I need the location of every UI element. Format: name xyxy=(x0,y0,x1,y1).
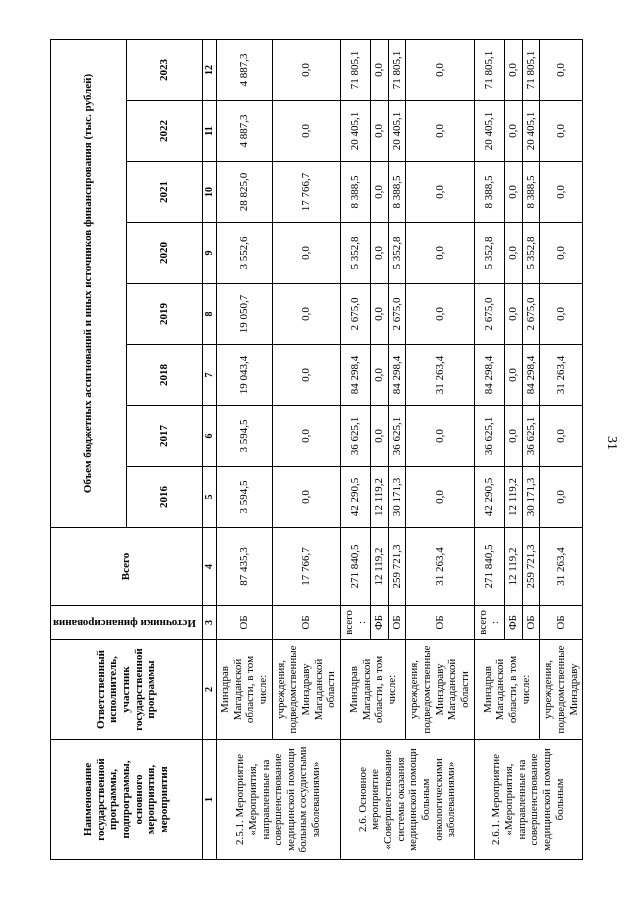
table-row xyxy=(272,39,340,859)
header-year: 2022 xyxy=(126,101,202,162)
value-cell: 20 405,1 xyxy=(474,101,504,162)
value-cell: 0,0 xyxy=(504,406,522,467)
value-cell: 0,0 xyxy=(540,101,583,162)
header-year: 2023 xyxy=(126,39,202,100)
funding-table xyxy=(50,39,583,860)
value-cell: 20 405,1 xyxy=(522,101,540,162)
value-cell: 2 675,0 xyxy=(388,284,406,345)
value-cell: 17 766,7 xyxy=(272,162,340,223)
value-cell: 5 352,8 xyxy=(388,223,406,284)
value-cell: 0,0 xyxy=(371,345,389,406)
value-cell: 8 388,5 xyxy=(340,162,370,223)
value-cell: 0,0 xyxy=(540,162,583,223)
value-cell: 0,0 xyxy=(540,284,583,345)
column-number: 10 xyxy=(202,162,217,223)
value-cell: 42 290,5 xyxy=(340,467,370,528)
value-cell: 36 625,1 xyxy=(474,406,504,467)
value-cell: 4 887,3 xyxy=(217,39,273,100)
header-source xyxy=(51,606,203,640)
header-year: 2018 xyxy=(126,345,202,406)
activity-name: 2.5.1. Мероприятие «Мероприятия, направленные на совершенствование медицинской помощи больным сосудистыми заболеваниями» xyxy=(217,740,341,860)
value-cell: 0,0 xyxy=(406,39,474,100)
value-cell: 8 388,5 xyxy=(388,162,406,223)
column-number: 1 xyxy=(202,740,217,860)
source-cell: всего: xyxy=(474,606,504,640)
header-name: Наименование государственной программы, подпрограммы, основного мероприятия, мероприятия xyxy=(51,740,203,860)
table-row xyxy=(406,39,474,859)
header-year: 2020 xyxy=(126,223,202,284)
responsible-cell: Минздрав Магаданской области, в том числе: xyxy=(340,640,406,740)
column-number: 6 xyxy=(202,406,217,467)
activity-name: 2.6. Основное мероприятие «Совершенствование системы оказания медицинской помощи больным онкологическими заболеваниями» xyxy=(340,740,474,860)
source-cell: ОБ xyxy=(540,606,583,640)
value-cell: 36 625,1 xyxy=(522,406,540,467)
column-number: 12 xyxy=(202,39,217,100)
value-cell: 0,0 xyxy=(406,101,474,162)
value-cell: 0,0 xyxy=(272,467,340,528)
value-cell: 5 352,8 xyxy=(340,223,370,284)
value-cell: 0,0 xyxy=(504,39,522,100)
value-cell: 0,0 xyxy=(540,39,583,100)
value-cell: 19 043,4 xyxy=(217,345,273,406)
column-number: 2 xyxy=(202,640,217,740)
value-cell: 71 805,1 xyxy=(340,39,370,100)
page-number: 31 xyxy=(604,436,619,450)
value-cell: 0,0 xyxy=(540,467,583,528)
value-cell: 0,0 xyxy=(272,406,340,467)
header-total: Всего xyxy=(51,528,203,606)
source-cell: ФБ xyxy=(504,606,522,640)
value-cell: 36 625,1 xyxy=(388,406,406,467)
value-cell: 0,0 xyxy=(272,101,340,162)
column-number: 3 xyxy=(202,606,217,640)
value-cell: 12 119,2 xyxy=(371,467,389,528)
column-number: 8 xyxy=(202,284,217,345)
value-cell: 0,0 xyxy=(504,162,522,223)
value-cell: 3 552,6 xyxy=(217,223,273,284)
value-cell: 2 675,0 xyxy=(522,284,540,345)
value-cell: 0,0 xyxy=(371,162,389,223)
value-cell: 12 119,2 xyxy=(504,467,522,528)
total-cell: 12 119,2 xyxy=(371,528,389,606)
value-cell: 8 388,5 xyxy=(522,162,540,223)
total-cell: 17 766,7 xyxy=(272,528,340,606)
responsible-cell: учреждения, подведомственные Минздраву xyxy=(540,640,583,740)
column-number: 4 xyxy=(202,528,217,606)
column-number: 11 xyxy=(202,101,217,162)
header-funding-title: Объем бюджетных ассигнований и иных источников финансирования (тыс. рублей) xyxy=(51,39,127,527)
table-row xyxy=(340,39,370,859)
value-cell: 31 263,4 xyxy=(406,345,474,406)
value-cell: 5 352,8 xyxy=(474,223,504,284)
total-cell: 259 721,3 xyxy=(522,528,540,606)
total-cell: 259 721,3 xyxy=(388,528,406,606)
value-cell: 0,0 xyxy=(504,223,522,284)
total-cell: 87 435,3 xyxy=(217,528,273,606)
value-cell: 0,0 xyxy=(272,345,340,406)
table-row xyxy=(540,39,583,859)
value-cell: 19 050,7 xyxy=(217,284,273,345)
value-cell: 0,0 xyxy=(371,406,389,467)
total-cell: 271 840,5 xyxy=(340,528,370,606)
source-cell: ОБ xyxy=(522,606,540,640)
value-cell: 31 263,4 xyxy=(540,345,583,406)
value-cell: 0,0 xyxy=(272,39,340,100)
value-cell: 28 825,0 xyxy=(217,162,273,223)
value-cell: 0,0 xyxy=(406,223,474,284)
header-year: 2019 xyxy=(126,284,202,345)
value-cell: 42 290,5 xyxy=(474,467,504,528)
value-cell: 20 405,1 xyxy=(340,101,370,162)
source-cell: ОБ xyxy=(388,606,406,640)
rotated-sheet xyxy=(50,40,585,860)
value-cell: 0,0 xyxy=(504,101,522,162)
value-cell: 84 298,4 xyxy=(388,345,406,406)
table-row xyxy=(474,39,504,859)
value-cell: 3 594,5 xyxy=(217,467,273,528)
responsible-cell: учреждения, подведомственные Минздраву Магаданской области xyxy=(272,640,340,740)
header-year: 2016 xyxy=(126,467,202,528)
value-cell: 0,0 xyxy=(540,223,583,284)
table-row xyxy=(217,39,273,859)
value-cell: 71 805,1 xyxy=(388,39,406,100)
value-cell: 71 805,1 xyxy=(522,39,540,100)
value-cell: 2 675,0 xyxy=(340,284,370,345)
total-cell: 31 263,4 xyxy=(406,528,474,606)
column-number: 9 xyxy=(202,223,217,284)
value-cell: 36 625,1 xyxy=(340,406,370,467)
value-cell: 0,0 xyxy=(504,284,522,345)
value-cell: 0,0 xyxy=(406,162,474,223)
value-cell: 84 298,4 xyxy=(522,345,540,406)
total-cell: 271 840,5 xyxy=(474,528,504,606)
value-cell: 30 171,3 xyxy=(388,467,406,528)
value-cell: 0,0 xyxy=(371,223,389,284)
source-cell: ФБ xyxy=(371,606,389,640)
source-cell: ОБ xyxy=(217,606,273,640)
value-cell: 20 405,1 xyxy=(388,101,406,162)
value-cell: 0,0 xyxy=(406,406,474,467)
value-cell: 84 298,4 xyxy=(340,345,370,406)
value-cell: 30 171,3 xyxy=(522,467,540,528)
column-number: 7 xyxy=(202,345,217,406)
value-cell: 3 594,5 xyxy=(217,406,273,467)
value-cell: 4 887,3 xyxy=(217,101,273,162)
responsible-cell: учреждения, подведомственные Минздраву Магаданской области xyxy=(406,640,474,740)
header-year: 2021 xyxy=(126,162,202,223)
responsible-cell: Минздрав Магаданской области, в том числе: xyxy=(217,640,273,740)
source-cell: ОБ xyxy=(406,606,474,640)
value-cell: 0,0 xyxy=(272,223,340,284)
total-cell: 12 119,2 xyxy=(504,528,522,606)
value-cell: 0,0 xyxy=(371,101,389,162)
value-cell: 0,0 xyxy=(371,284,389,345)
value-cell: 0,0 xyxy=(406,467,474,528)
total-cell: 31 263,4 xyxy=(540,528,583,606)
header-year: 2017 xyxy=(126,406,202,467)
responsible-cell: Минздрав Магаданской области, в том числе: xyxy=(474,640,540,740)
header-source-text: Источники финансирования xyxy=(53,616,196,629)
value-cell: 0,0 xyxy=(540,406,583,467)
activity-name: 2.6.1. Мероприятие «Мероприятия, направленные на совершенствование медицинской помощи больным xyxy=(474,740,582,860)
header-responsible: Ответственный исполнитель, участник государственной программы xyxy=(51,640,203,740)
value-cell: 0,0 xyxy=(406,284,474,345)
value-cell: 0,0 xyxy=(371,39,389,100)
value-cell: 8 388,5 xyxy=(474,162,504,223)
source-cell: ОБ xyxy=(272,606,340,640)
value-cell: 84 298,4 xyxy=(474,345,504,406)
value-cell: 0,0 xyxy=(504,345,522,406)
value-cell: 71 805,1 xyxy=(474,39,504,100)
value-cell: 5 352,8 xyxy=(522,223,540,284)
column-number: 5 xyxy=(202,467,217,528)
value-cell: 0,0 xyxy=(272,284,340,345)
value-cell: 2 675,0 xyxy=(474,284,504,345)
source-cell: всего: xyxy=(340,606,370,640)
